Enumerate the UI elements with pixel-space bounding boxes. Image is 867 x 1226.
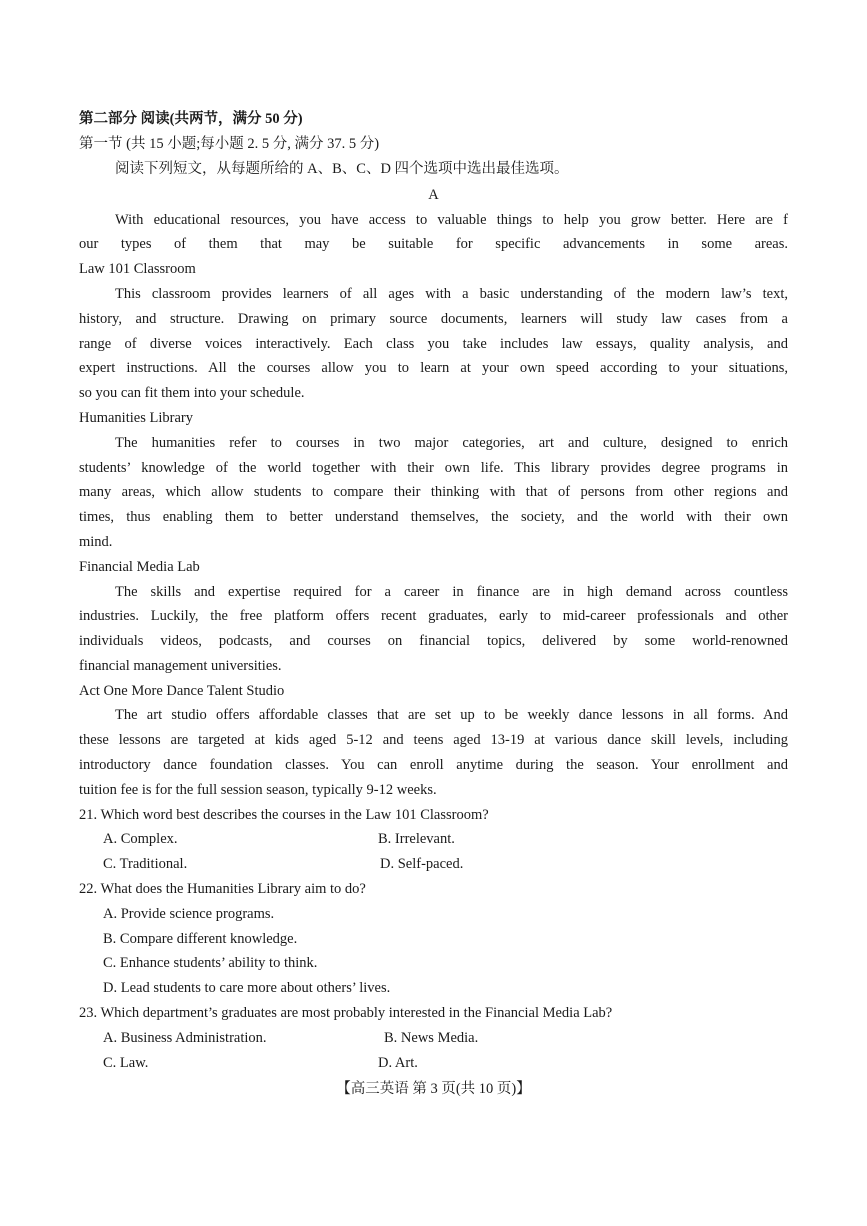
law-line: history, and structure. Drawing on primary source documents, learners will study law cases from a bbox=[79, 311, 788, 327]
humanities-line: students’ knowledge of the world together with their own life. This library provides degree programs in bbox=[79, 460, 788, 476]
dance-line: introductory dance foundation classes. You can enroll anytime during the season. Your enrollment and bbox=[79, 757, 788, 773]
intro-line: our types of them that may be suitable for specific advancements in some areas. bbox=[79, 236, 788, 252]
question-stem: 23. Which department’s graduates are most probably interested in the Financial Media Lab? bbox=[79, 1005, 613, 1021]
passage-label: A bbox=[428, 187, 439, 203]
finance-line: individuals videos, podcasts, and courses on financial topics, delivered by some world-renowned bbox=[79, 633, 788, 649]
humanities-heading: Humanities Library bbox=[79, 410, 193, 426]
option-b: B. Compare different knowledge. bbox=[103, 931, 298, 947]
dance-heading: Act One More Dance Talent Studio bbox=[79, 683, 285, 699]
part-title: 第二部分 阅读(共两节，满分 50 分) bbox=[79, 111, 303, 127]
humanities-line: many areas, which allow students to compare their thinking with that of persons from other regions and bbox=[79, 484, 788, 500]
law-line: expert instructions. All the courses allow you to learn at your own speed according to your situations, bbox=[79, 360, 788, 376]
finance-line: financial management universities. bbox=[79, 658, 282, 674]
question-stem: 21. Which word best describes the courses in the Law 101 Classroom? bbox=[79, 807, 489, 823]
option-d: D. Art. bbox=[378, 1055, 418, 1071]
option-d: D. Lead students to care more about others’ lives. bbox=[103, 980, 391, 996]
option-c: C. Law. bbox=[103, 1055, 149, 1071]
finance-line: The skills and expertise required for a career in finance are in high demand across countless bbox=[115, 584, 788, 600]
option-a: A. Provide science programs. bbox=[103, 906, 275, 922]
page-footer: 【高三英语 第 3 页(共 10 页)】 bbox=[336, 1081, 531, 1097]
finance-heading: Financial Media Lab bbox=[79, 559, 200, 575]
option-c: C. Enhance students’ ability to think. bbox=[103, 955, 318, 971]
option-a: A. Business Administration. bbox=[103, 1030, 267, 1046]
law-line: range of diverse voices interactively. Each class you take includes law essays, quality analysis, and bbox=[79, 336, 788, 352]
humanities-line: mind. bbox=[79, 534, 113, 550]
humanities-line: times, thus enabling them to better understand themselves, the society, and the world with their own bbox=[79, 509, 788, 525]
section-title: 第一节 (共 15 小题;每小题 2. 5 分, 满分 37. 5 分) bbox=[79, 136, 380, 152]
question-stem: 22. What does the Humanities Library aim to do? bbox=[79, 881, 366, 897]
option-d: D. Self-paced. bbox=[380, 856, 464, 872]
finance-line: industries. Luckily, the free platform offers recent graduates, early to mid-career professionals and other bbox=[79, 608, 788, 624]
law-line: This classroom provides learners of all ages with a basic understanding of the modern law’s text, bbox=[115, 286, 788, 302]
option-b: B. News Media. bbox=[384, 1030, 479, 1046]
option-c: C. Traditional. bbox=[103, 856, 188, 872]
option-a: A. Complex. bbox=[103, 831, 178, 847]
instruction: 阅读下列短文，从每题所给的 A、B、C、D 四个选项中选出最佳选项。 bbox=[115, 161, 569, 177]
dance-line: these lessons are targeted at kids aged 5-12 and teens aged 13-19 at various dance skill levels, including bbox=[79, 732, 788, 748]
option-b: B. Irrelevant. bbox=[378, 831, 455, 847]
dance-line: The art studio offers affordable classes that are set up to be weekly dance lessons in all forms. And bbox=[115, 707, 788, 723]
dance-line: tuition fee is for the full session season, typically 9-12 weeks. bbox=[79, 782, 437, 798]
law-line: so you can fit them into your schedule. bbox=[79, 385, 305, 401]
intro-line: With educational resources, you have access to valuable things to help you grow better. Here are f bbox=[115, 212, 788, 228]
law-heading: Law 101 Classroom bbox=[79, 261, 196, 277]
humanities-line: The humanities refer to courses in two major categories, art and culture, designed to enrich bbox=[115, 435, 788, 451]
